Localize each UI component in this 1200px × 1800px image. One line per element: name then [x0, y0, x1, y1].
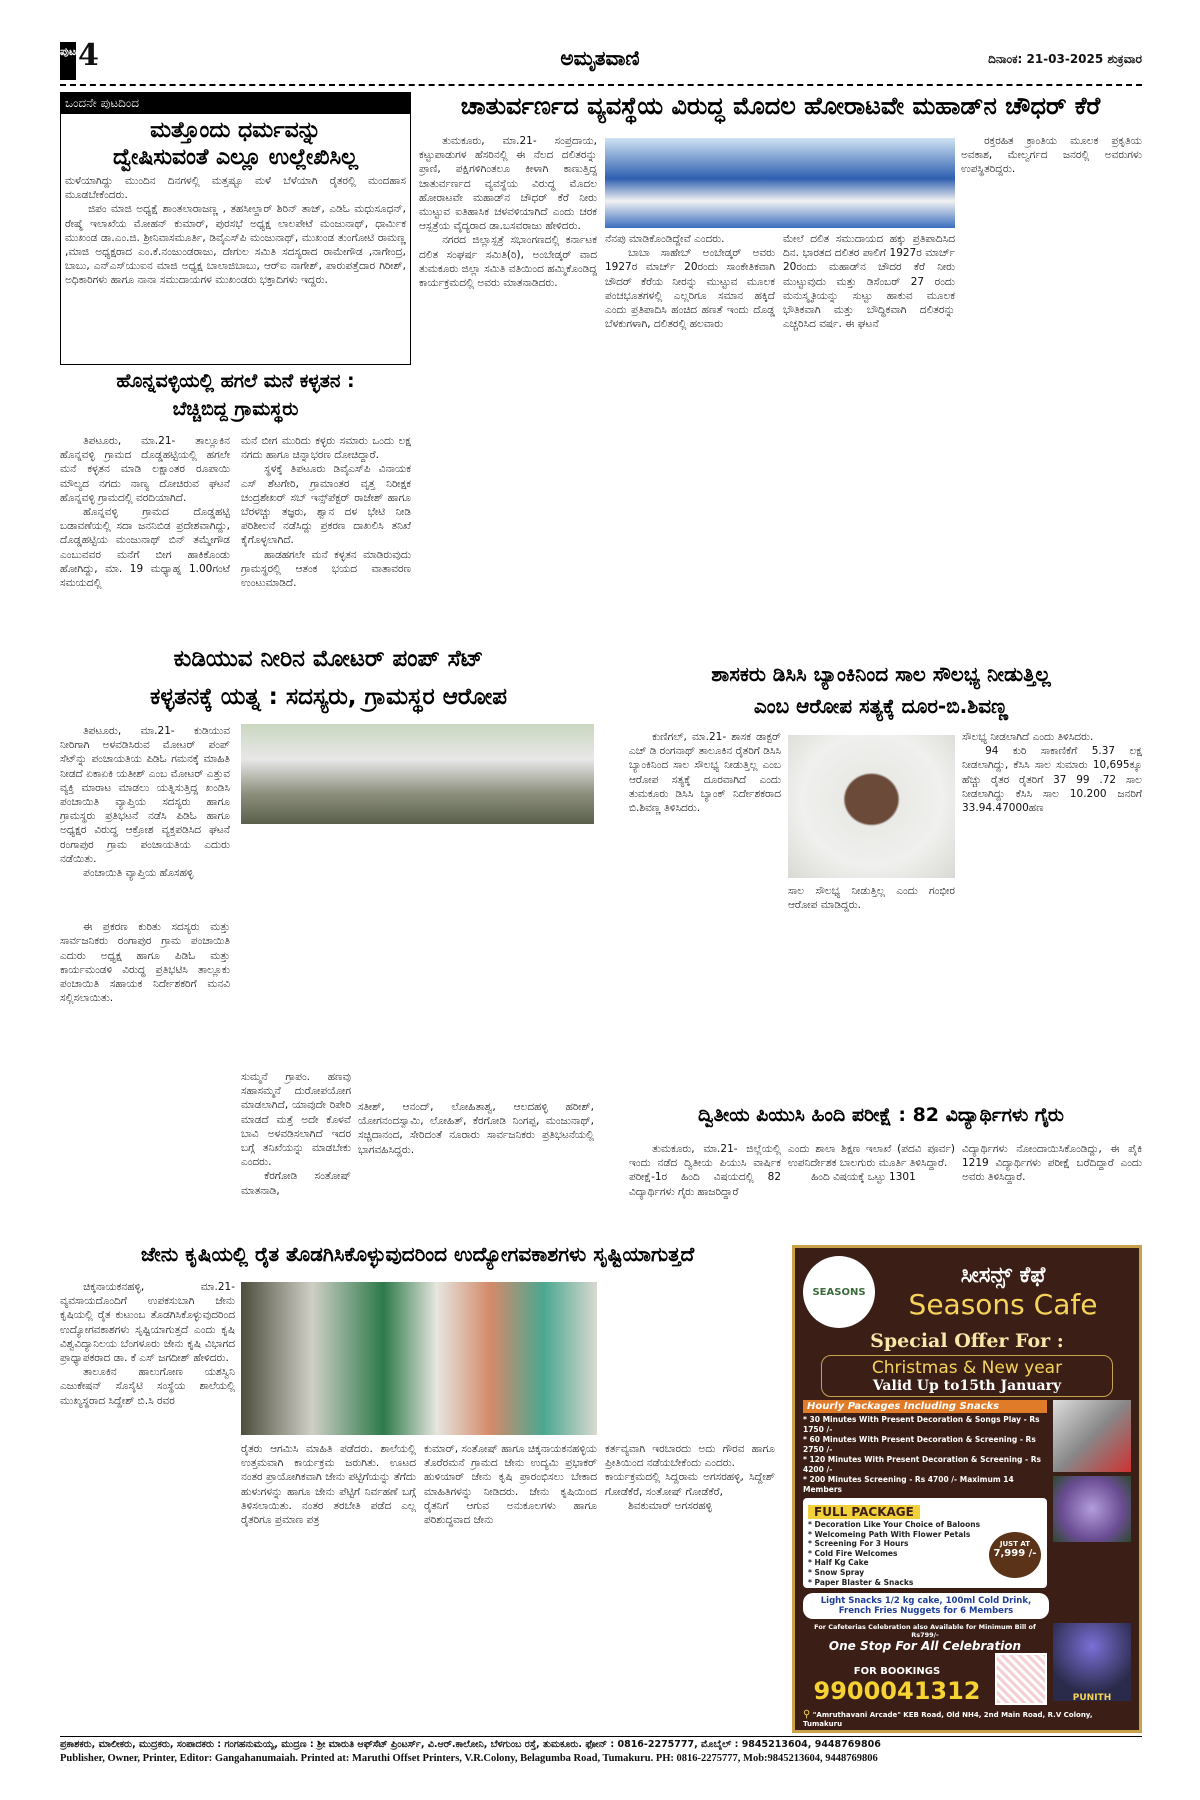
lead-col-1: [419, 134, 597, 608]
paragraph: ಕರ್ತವ್ಯವಾಗಿ ಇರಬಾರದು ಅದು ಗೌರವ ಹಾಗೂ ಪ್ರೀತಿಯಿಂದ ನಡೆಯಬೇಕೆಂದು ಎಂದರು.: [605, 1443, 775, 1470]
full-item: * Welcomeing Path With Flower Petals: [808, 1529, 971, 1539]
bank-col-1: [629, 730, 781, 1100]
paragraph: ಮೇಲೆ ದಲಿತ ಸಮುದಾಯದ ಹಕ್ಕು ಪ್ರತಿಪಾದಿಸಿದ ದಿನ. ಭಾರತದ ದಲಿತರ ಪಾಲಿಗೆ 1927ರ ಮಾರ್ಚ್ 20ರಂದು ಮಹಾಡ್‌ನ ಚೌದರ ಕೆರೆ ನೀರು ಮುಟ್ಟುವುದು ಮತ್ತು ಡಿಸೆಂಬರ್ 27 ರಂದು ಮನುಸ್ಮೃತಿಯನ್ನು ಸುಟ್ಟು ಹಾಕುವ ಮೂಲಕ ಭೌತಿಕವಾಗಿ ಮತ್ತು ಬೌದ್ಧಿಕವಾಗಿ ದಲಿತರನ್ನು ಎಚ್ಚರಿಸಿದ ವರ್ಷ. ಈ ಘಟನೆ: [783, 233, 955, 331]
paragraph: ರಕ್ತರಹಿತ ಕ್ರಾಂತಿಯ ಮೂಲಕ ಪ್ರಕೃತಿಯ ಅವಕಾಶ, ಮೇಲ್ವರ್ಗದ ಜನರಲ್ಲಿ ಅವರುಗಳು ಉಪಸ್ಥಿತರಿದ್ದರು.: [961, 135, 1142, 176]
exam-col-3: [962, 1142, 1142, 1234]
paragraph: ಹಾಡಹಗಲೇ ಮನೆ ಕಳ್ಳತನ ಮಾಡಿರುವುದು ಗ್ರಾಮಸ್ಥರಲ್ಲಿ ಆತಂಕ ಭಯದ ವಾತಾವರಣ ಉಂಟುಮಾಡಿದೆ.: [241, 548, 411, 590]
paragraph: ತುಮಕೂರು, ಮಾ.21- ಸಂಪ್ರದಾಯ, ಕಟ್ಟುಪಾಡುಗಳ ಹೆಸರಿನಲ್ಲಿ ಈ ನೆಲದ ದಲಿತರನ್ನು ಪ್ರಾಣಿ, ಪಕ್ಷಿಗಳಿಗಿಂತಲೂ ಕೀಳಾಗಿ ಕಾಣುತ್ತಿದ್ದ ಚಾತುರ್ವರ್ಣದ ವ್ಯವಸ್ಥೆಯ ವಿರುದ್ಧ ಮೊದಲ ಹೋರಾಟವೇ ಮಹಾಡ್‌ನ ಚೌಧರ್ ಕೆರೆ ನೀರು ಮುಟ್ಟುವ ಐತಿಹಾಸಿಕ ಚಳವಳಿಯಾಗಿದೆ ಎಂದು ಚರಕ ಆಸ್ಪತ್ರೆಯ ವೈದ್ಯರಾದ ಡಾ.ಬಸವರಾಜು ಹೇಳಿದರು.: [419, 135, 597, 233]
paragraph: ತಿಪಟೂರು, ಮಾ.21- ತಾಲ್ಲೂಕಿನ ಹೊನ್ನವಳ್ಳಿ ಗ್ರಾಮದ ದೊಡ್ಡಹಟ್ಟಿಯಲ್ಲಿ ಹಗಲೇ ಮನೆ ಕಳ್ಳತನ ಮಾಡಿ ಲಕ್ಷಾಂತರ ರೂಪಾಯಿ ಮೌಲ್ಯದ ನಗದು ನಾಣ್ಯ ದೋಚಿರುವ ಘಟನೆ ಹೊನ್ನವಳ್ಳಿ ಗ್ರಾಮದಲ್ಲಿ ವರದಿಯಾಗಿದೆ.: [60, 435, 230, 504]
paragraph: ತಿಪಟೂರು, ಮಾ.21- ಕುಡಿಯುವ ನೀರಿಗಾಗಿ ಅಳವಡಿಸಿರುವ ಮೋಟರ್ ಪಂಪ್ ಸೆಟ್‌ನ್ನು ಪಂಚಾಯತಿಯ ಪಿಡಿಓ ಗಮನಕ್ಕೆ ಮಾಹಿತಿ ನೀಡದೆ ಏಕಾಏಕಿ ಯತೀಶ್ ಎಂಬ ಮೋಟರ್ ಎತ್ತುವ ವ್ಯಕ್ತಿ ಮಾರಾಟ ಮಾಡಲು ಯತ್ನಿಸುತ್ತಿದ್ದ ಖಂಡಿಸಿ ಪಂಚಾಯಿತಿ ವ್ಯಾಪ್ತಿಯ ಸದಸ್ಯರು ಹಾಗೂ ಗ್ರಾಮಸ್ಥರು ಪ್ರತಿಭಟನೆ ನಡೆಸಿ ಪಿಡಿಓ ಹಾಗೂ ಅಧ್ಯಕ್ಷರ ವಿರುದ್ಧ ಆಕ್ರೋಶ ವ್ಯಕ್ತಪಡಿಸಿದ ಘಟನೆ ರಂಗಾಪುರ ಗ್ರಾಮ ಪಂಚಾಯತಿಯ ಎದುರು ನಡೆಯಿತು.: [60, 725, 230, 865]
paragraph: ಸಾಲ ಸೌಲಭ್ಯ ನೀಡುತ್ತಿಲ್ಲ ಎಂದು ಗಂಭೀರ ಆರೋಪ ಮಾಡಿದ್ದರು.: [788, 885, 955, 912]
paragraph: ಪಂಚಾಯಿತಿ ವ್ಯಾಪ್ತಿಯ ಹೊಸಹಳ್ಳಿ: [83, 867, 194, 880]
hourly-item: * 60 Minutes With Present Decoration & Screening - Rs 2750 /-: [803, 1435, 1036, 1454]
paragraph: ತುಮಕೂರು, ಮಾ.21- ಜಿಲ್ಲೆಯಲ್ಲಿ ಇಂದು ನಡೆದ ದ್ವಿತೀಯ ಪಿಯುಸಿ ವಾರ್ಷಿಕ ಪರೀಕ್ಷೆ-1ರ ಹಿಂದಿ ವಿಷಯದಲ್ಲಿ 82 ವಿದ್ಯಾರ್ಥಿಗಳು ಗೈರು ಹಾಜರಿದ್ದಾರೆ: [629, 1143, 781, 1198]
continued-headline-1: ಮತ್ತೊಂದು ಧರ್ಮವನ್ನು: [150, 118, 321, 143]
continued-story-box: [60, 92, 411, 365]
price: 7,999 /-: [993, 1548, 1037, 1559]
footer-imprint-english: Publisher, Owner, Printer, Editor: Gangahanumaiah. Printed at: Maruthi Offset Printers, V.R.Colony, Belagumba Road, Tumakuru. PH: 0816-2275777, Mob:9845213604, 9448769806: [60, 1753, 878, 1764]
paragraph: ಮನೆ ಬೀಗ ಮುರಿದು ಕಳ್ಳರು ಸಮಾರು ಒಂದು ಲಕ್ಷ ನಗದು ಹಾಗೂ ಚಿನ್ನಾಭರಣ ದೋಚಿದ್ದಾರೆ.: [241, 435, 411, 462]
continued-headline-2: ದ್ವೇಷಿಸುವಂತೆ ಎಲ್ಲೂ ಉಲ್ಲೇಖಿಸಿಲ್ಲ: [112, 145, 359, 170]
price-badge: [989, 1532, 1041, 1578]
paragraph: ತಾಲೂಕಿನ ಹಾಲುಗೋಣ ಯಶಸ್ವಿನಿ ಎಜುಕೇಷನ್ ಸೊಸೈಟಿ ಸಂಸ್ಥೆಯ ಶಾಲೆಯಲ್ಲಿ ಮುಖ್ಯಸ್ಥರಾದ ಸಿದ್ದೇಶ್ ಬಿ.ಸಿ ರವರ: [60, 1366, 235, 1407]
full-package-title: FULL PACKAGE: [808, 1505, 920, 1519]
hourly-packages-title: Hourly Packages Including Snacks: [803, 1400, 1047, 1413]
pump-headline-1: ಕುಡಿಯುವ ನೀರಿನ ಮೋಟರ್ ಪಂಪ್ ಸೆಟ್: [173, 646, 484, 672]
seasons-cafe-advertisement: [792, 1245, 1142, 1733]
cafe-name: Seasons Cafe: [908, 1288, 1098, 1321]
theft-col-1: [60, 434, 230, 638]
honey-col-3: [424, 1442, 597, 1733]
paragraph: 94 ಕುರಿ ಸಾಕಾಣಿಕೆಗೆ 5.37 ಲಕ್ಷ ನೀಡಲಾಗಿದ್ದು, ಕೆಸಿಸಿ ಸಾಲ ಸುಮಾರು 10,695ಕ್ಕೂ ಹೆಚ್ಚು ರೈತರ ರೈತರಿಗೆ 37 99 .72 ಸಾಲ ನೀಡಲಾಗಿದ್ದು ಕೆಸಿಸಿ ಸಾಲ 10.200 ಜನರಿಗೆ 33.94.47000ಹಣ: [962, 745, 1142, 815]
bookings-label: FOR BOOKINGS: [853, 1666, 941, 1677]
lead-headline: ಚಾತುರ್ವರ್ಣದ ವ್ಯವಸ್ಥೆಯ ವಿರುದ್ಧ ಮೊದಲ ಹೋರಾಟವೇ ಮಹಾಡ್‌ನ ಚೌಧರ್ ಕೆರೆ: [460, 92, 1101, 120]
balloon-photo: [1053, 1476, 1131, 1542]
validity: Valid Up to15th January: [872, 1378, 1062, 1394]
page-number-badge: ಪುಟ: [60, 42, 76, 80]
honey-col-4: [605, 1442, 775, 1733]
occasion: Christmas & New year: [871, 1358, 1063, 1378]
pump-col-2: [241, 1070, 351, 1234]
bank-portrait-photo: [788, 735, 955, 878]
paragraph: ಕೆರಗೋಡಿ ಸಂತೋಷ್ ಮಾತನಾಡಿ,: [241, 1170, 351, 1197]
page-number: 4: [78, 38, 99, 73]
paragraph: ಹೊನ್ನವಳ್ಳಿ ಗ್ರಾಮದ ದೊಡ್ಡಹಟ್ಟಿ ಬಡಾವಣೆಯಲ್ಲಿ ಸದಾ ಜನನಿಬಿಡ ಪ್ರದೇಶವಾಗಿದ್ದು, ದೊಡ್ಡಹಟ್ಟಿಯ ಮಂಜುನಾಥ್ ಬಿನ್ ತಮ್ಮೇಗೌಡ ಎಂಬುವವರ ಮನೆಗೆ ಬೀಗ ಹಾಕಿಕೊಂಡು ಹೋಗಿದ್ದು, ಮಾ. 19 ಮಧ್ಯಾಹ್ನ 1.00ಗಂಟೆ ಸಮಯದಲ್ಲಿ: [60, 506, 230, 590]
paragraph: ಸತೀಶ್, ಆನಂದ್, ಲೋಹಿತಾಶ್ವ, ಆಲದಹಳ್ಳಿ ಹರೀಶ್, ಯೋಗನಂದಸ್ವಾಮಿ, ಲೋಹಿತ್, ಕೆರಗೋಡಿ ನಿಂಗಪ್ಪ, ಮಂಜುನಾಥ್, ಸಚ್ಚಿದಾನಂದ, ಸೇರಿದಂತೆ ನೂರಾರು ಸಾರ್ವಜನಿಕರು ಪ್ರತಿಭಟನೆಯಲ್ಲಿ ಭಾಗವಹಿಸಿದ್ದರು.: [358, 1101, 594, 1156]
full-item: * Screening For 3 Hours: [808, 1539, 909, 1549]
hourly-item: * 200 Minutes Screening - Rs 4700 /- Maximum 14 Members: [803, 1475, 1014, 1494]
pump-headline-2: ಕಳ್ಳತನಕ್ಕೆ ಯತ್ನ : ಸದಸ್ಯರು, ಗ್ರಾಮಸ್ಥರ ಆರೋಪ: [149, 684, 508, 710]
paper-name: ಅಮೃತವಾಣಿ: [560, 46, 640, 70]
paragraph: ಸುಮ್ಮನೆ ಗ್ರಾಪಂ. ಹಣವು ಸಹಾಸಮ್ಮನೆ ದುರೋಪಯೋಗ ಮಾಡಲಾಗಿದೆ, ಯಾವುದೇ ರಿಪೇರಿ ಮಾಡದೆ ಮತ್ತೆ ಅದೇ ಕೊಳವೆ ಬಾವಿ ಅಳವಡಿಸಲಾಗಿದೆ ಇದರ ಬಗ್ಗೆ ತನಿಖೆಯನ್ನು ಮಾಡಬೇಕು ಎಂದರು.: [241, 1071, 351, 1169]
masthead-divider: [60, 84, 1142, 86]
continued-body: [61, 170, 410, 288]
paragraph: ಮಳೆಯಾಗಿದ್ದು ಮುಂದಿನ ದಿನಗಳಲ್ಲಿ ಮತ್ತಷ್ಟೂ ಮಳೆ ಬೆಳೆಯಾಗಿ ರೈತರಲ್ಲಿ ಮಂದಹಾಸ ಮೂಡಬೇಕೆಂದರು.: [65, 175, 406, 202]
paragraph: ಎಂದು ಶಾಲಾ ಶಿಕ್ಷಣ ಇಲಾಖೆ (ಪದವಿ ಪೂರ್ವ) ಉಪನಿರ್ದೇಶಕ ಬಾಲಗುರು ಮೂರ್ತಿ ತಿಳಿಸಿದ್ದಾರೆ.: [788, 1143, 955, 1170]
paragraph: ಜಿಪಂ ಮಾಜಿ ಅಧ್ಯಕ್ಷೆ ಶಾಂತಲಾರಾಜಣ್ಣ , ತಹಸೀಲ್ದಾರ್ ಶಿರಿನ್ ತಾಜ್, ಎಡಿಓ ಮಧುಸೂಧನ್, ರೇಷ್ಮೆ ಇಲಾಖೆಯ ಮೋಹನ್ ಕುಮಾರ್, ಪುರಸಭೆ ಅಧ್ಯಕ್ಷ ಲಾಲಪೇಟೆ ಮಂಜುನಾಥ್, ಧಾರ್ಮಿಕ ಮುಖಂಡ ಡಾ.ಎಂ.ಜಿ. ಶ್ರೀನಿವಾಸಮೂರ್ತಿ, ಡಿವೈಎಸ್‌ಪಿ ಮಂಜುನಾಥ್, ಮುಖಂಡ ತುಂಗೋಟಿ ರಾಮಣ್ಣ ,ಮಾಜಿ ಅಧ್ಯಕ್ಷರಾದ ಎಂ.ಕೆ.ನಂಜುಂಡರಾಜು, ದೇಗುಲ ಸಮಿತಿ ಸದಸ್ಯರಾದ ರಾಮೇಗೌಡ ,ನಾಗೇಂದ್ರ, ಬಾಬು, ಎನ್‌ಎಸ್‌ಯುಐನ ಮಾಜಿ ಅಧ್ಯಕ್ಷ ಬಾಲಾಜಿಬಾಬು, ಆರ್‌ಐ ನಾಗೇಶ್, ಪಾರುಪತ್ತೆದಾರ ಗಿರೀಶ್, ಅಧಿಕಾರಿಗಳು ಹಾಗೂ ನಾನಾ ಸಮುದಾಯಗಳ ಮುಖಂಡರು ಭಕ್ತಾದಿಗಳು ಇದ್ದರು.: [65, 203, 406, 287]
footer-imprint-kannada: ಪ್ರಕಾಶಕರು, ಮಾಲೀಕರು, ಮುದ್ರಕರು, ಸಂಪಾದಕರು : ಗಂಗಹನುಮಯ್ಯ, ಮುದ್ರಣ : ಶ್ರೀ ಮಾರುತಿ ಆಫ್‌ಸೆಟ್ ಪ್ರಿಂಟರ್ಸ್, ವಿ.ಆರ್.ಕಾಲೋನಿ, ಬೆಳಗುಂಬ ರಸ್ತೆ, ತುಮಕೂರು. ಫೋನ್ : 0816-2275777, ಮೊಬೈಲ್ : 9845213604, 9448769806: [60, 1739, 881, 1750]
exam-headline: ದ್ವಿತೀಯ ಪಿಯುಸಿ ಹಿಂದಿ ಪರೀಕ್ಷೆ : 82 ವಿದ್ಯಾರ್ಥಿಗಳು ಗೈರು: [698, 1104, 1064, 1126]
full-item: * Paper Blaster & Snacks: [808, 1577, 914, 1587]
paragraph: ನಗರದ ಜಿಲ್ಲಾಸ್ಪತ್ರೆ ಸಭಾಂಗಣದಲ್ಲಿ ಕರ್ನಾಟಕ ದಲಿತ ಸಂಘರ್ಷ ಸಮಿತಿ(ರಿ), ಅಂಬೇಡ್ಕರ್ ವಾದ ತುಮಕೂರು ಜಿಲ್ಲಾ ಸಮಿತಿ ವತಿಯಿಂದ ಹಮ್ಮಿಕೊಂಡಿದ್ದ ಕಾರ್ಯಕ್ರಮದಲ್ಲಿ ಅವರು ಮಾತನಾಡಿದರು.: [419, 234, 597, 290]
full-item: * Cold Fire Welcomes: [808, 1548, 898, 1558]
special-offer: Special Offer For :: [870, 1330, 1064, 1352]
footer-divider: [60, 1736, 1142, 1737]
paragraph: ಕುಮಾರ್, ಸಂತೋಷ್ ಹಾಗೂ ಚಿಕ್ಕನಾಯಕನಹಳ್ಳಿಯ ತೊರೆರಮನೆ ಗ್ರಾಮದ ಜೇನು ಉದ್ಯಮಿ ಪ್ರಭಾಕರ್ ಹುಳಿಯಾರ್ ಜೇನು ಕೃಷಿ ಪ್ರಾರಂಭಿಸಲು ಬೇಕಾದ ಮಾಹಿತಿಗಳನ್ನು ನೀಡಿದರು. ಜೇನು ಕೃಷಿಯಿಂದ ರೈತನಿಗೆ ಆಗುವ ಅನುಕೂಲಗಳು ಹಾಗೂ ಪರಿಶುದ್ಧವಾದ ಜೇನು: [424, 1443, 597, 1527]
paragraph: ಕುಣಿಗಲ್, ಮಾ.21- ಶಾಸಕ ಡಾಕ್ಟರ್ ಎಚ್ ಡಿ ರಂಗನಾಥ್ ತಾಲೂಕಿನ ರೈತರಿಗೆ ಡಿಸಿಸಿ ಬ್ಯಾಂಕಿನಿಂದ ಸಾಲ ಸೌಲಭ್ಯ ನೀಡುತ್ತಿಲ್ಲ ಎಂಬ ಆರೋಪ ಸತ್ಯಕ್ಕೆ ದೂರವಾಗಿದೆ ಎಂದು ತುಮಕೂರು ಡಿಸಿಸಿ ಬ್ಯಾಂಕ್ ನಿರ್ದೇಶಕರಾದ ಬಿ.ಶಿವಣ್ಣ ತಿಳಿಸಿದರು.: [629, 731, 781, 815]
cafe-name-kannada: ಸೀಸನ್ಸ್ ಕೆಫೆ: [960, 1263, 1046, 1288]
continued-label: ಒಂದನೇ ಪುಟದಿಂದ: [61, 93, 410, 114]
paragraph: ರೈತರು ಆಗಮಿಸಿ ಮಾಹಿತಿ ಪಡೆದರು. ಶಾಲೆಯಲ್ಲಿ ಉತ್ತಮವಾಗಿ ಕಾರ್ಯಕ್ರಮ ಜರುಗಿತು. ಊಟದ ನಂತರ ಪ್ರಾಯೋಗಿಕವಾಗಿ ಜೇನು ಪಟ್ಟಿಗೆಯನ್ನು ತೆಗೆದು ಹುಳುಗಳನ್ನು ಹಾಗೂ ಜೇನು ಪೆಟ್ಟಿಗೆ ನಿರ್ವಹಣೆ ಬಗ್ಗೆ ತಿಳಿಸಲಾಯಿತು. ನಂತರ ತರಬೇತಿ ಪಡೆದ ಎಲ್ಲ ರೈತರಿಗೂ ಪ್ರಮಾಣ ಪತ್ರ: [241, 1443, 416, 1527]
full-item: * Decoration Like Your Choice of Baloons: [808, 1520, 981, 1529]
hourly-item: * 120 Minutes With Present Decoration & Screening - Rs 4200 /-: [803, 1455, 1042, 1474]
photo-caption: PUNITH: [1072, 1693, 1112, 1703]
honey-col-1: [60, 1280, 235, 1733]
bank-col-2: [788, 884, 955, 1100]
tagline: One Stop For All Celebration: [828, 1639, 1022, 1653]
issue-date: ದಿನಾಂಕ: 21-03-2025 ಶುಕ್ರವಾರ: [988, 52, 1142, 66]
pump-col-3: [358, 1100, 594, 1234]
theft-headline-2: ಬೆಚ್ಚಿಬಿದ್ದ ಗ್ರಾಮಸ್ಥರು: [172, 398, 299, 420]
address-text: "Amruthavani Arcade" KEB Road, Old NH4, 2nd Main Road, R.V Colony, Tumakuru: [803, 1711, 1093, 1728]
paragraph: ಸ್ಥಳಕ್ಕೆ ತಿಪಟೂರು ಡಿವೈಎಸ್‌ಪಿ ವಿನಾಯಕ ಎಸ್ ಶೆಟಗೇರಿ, ಗ್ರಾಮಾಂತರ ವೃತ್ತ ನಿರೀಕ್ಷಕ ಚಂದ್ರಶೇಖರ್ ಸಬ್ ಇನ್ಸ್‌ಪೆಕ್ಟರ್ ರಾಜೇಶ್ ಹಾಗೂ ಬೆರಳಚ್ಚು ತಜ್ಞರು, ಶ್ವಾನ ದಳ ಭೇಟಿ ನೀಡಿ ಪರಿಶೀಲನೆ ನಡೆಸಿದ್ದು ಪ್ರಕರಣ ದಾಖಲಿಸಿ ತನಿಖೆ ಕೈಗೊಳ್ಳಲಾಗಿದೆ.: [241, 463, 411, 547]
cafeteria-note: For Cafeterias Celebration also Available for Minimum Bill of Rs799/-: [814, 1623, 1036, 1639]
price-label: JUST AT: [999, 1540, 1031, 1548]
lead-col-3: [783, 232, 955, 608]
lead-photo: [605, 138, 955, 228]
honey-event-photo: [241, 1282, 597, 1435]
address: [803, 1709, 1131, 1728]
lead-col-2: [605, 232, 775, 608]
paragraph: ಕಾರ್ಯಕ್ರಮದಲ್ಲಿ ಸಿದ್ದರಾಮ ಅಗಸರಹಳ್ಳಿ, ಸಿದ್ದೇಶ್ ಗೋಡೆಕೆರೆ, ಸಂತೋಷ್ ಗೋಡೆಕೆರೆ,: [605, 1471, 775, 1498]
paragraph: ಬಾಬಾ ಸಾಹೇಬ್ ಅಂಬೇಡ್ಕರ್ ಅವರು 1927ರ ಮಾರ್ಚ್ 20ರಂದು ಸಾಂಕೇತಿಕವಾಗಿ ಚೌದರ್ ಕೆರೆಯ ನೀರನ್ನು ಮುಟ್ಟುವ ಮೂಲಕ ಪಂಚಭೂತಗಳಲ್ಲಿ ಎಲ್ಲರಿಗೂ ಸಮಾನ ಹಕ್ಕಿದೆ ಎಂದು ಪ್ರತಿಪಾದಿಸಿ ಹಂಚಿದ ಹಣತೆ ಇಂದು ದೊಡ್ಡ ಬೆಳಕುಗಳಾಗಿ, ದಲಿತರಲ್ಲಿ ಹಲವಾರು: [605, 247, 775, 331]
paragraph: ವಿದ್ಯಾರ್ಥಿಗಳು ನೋಂದಾಯಿಸಿಕೊಂಡಿದ್ದು, ಈ ಪೈಕಿ 1219 ವಿದ್ಯಾರ್ಥಿಗಳು ಪರೀಕ್ಷೆ ಬರೆದಿದ್ದಾರೆ ಎಂದು ಅವರು ತಿಳಿಸಿದ್ದಾರೆ.: [962, 1143, 1142, 1184]
bank-headline-2: ಎಂಬ ಆರೋಪ ಸತ್ಯಕ್ಕೆ ದೂರ-ಬಿ.ಶಿವಣ್ಣ: [753, 694, 1009, 718]
theft-headline-1: ಹೊನ್ನವಳ್ಳಿಯಲ್ಲಿ ಹಗಲೆ ಮನೆ ಕಳ್ಳತನ :: [116, 370, 355, 392]
honey-headline: ಜೇನು ಕೃಷಿಯಲ್ಲಿ ರೈತ ತೊಡಗಿಸಿಕೊಳ್ಳುವುದರಿಂದ ಉದ್ಯೋಗವಕಾಶಗಳು ಸೃಷ್ಟಿಯಾಗುತ್ತದೆ: [140, 1242, 695, 1266]
pump-protest-photo: [241, 724, 594, 824]
full-item: * Half Kg Cake: [808, 1558, 869, 1568]
exam-col-2: [788, 1142, 955, 1234]
paragraph: ಸೌಲಭ್ಯ ನೀಡಲಾಗಿದೆ ಎಂದು ತಿಳಿಸಿದರು.: [962, 731, 1094, 743]
paragraph: ಶಿವಕುಮಾರ್ ಅಗಸರಹಳ್ಳಿ: [628, 1499, 713, 1512]
bank-col-3: [962, 730, 1142, 1100]
booking-phone: 9900041312: [813, 1677, 981, 1705]
bank-headline-1: ಶಾಸಕರು ಡಿಸಿಸಿ ಬ್ಯಾಂಕಿನಿಂದ ಸಾಲ ಸೌಲಭ್ಯ ನೀಡುತ್ತಿಲ್ಲ: [711, 662, 1051, 686]
paragraph: ಈ ಪ್ರಕರಣ ಕುರಿತು ಸದಸ್ಯರು ಮತ್ತು ಸಾರ್ವಜನಿಕರು ರಂಗಾಪುರ ಗ್ರಾಮ ಪಂಚಾಯಿತಿ ಎದುರು ಅಧ್ಯಕ್ಷ ಹಾಗೂ ಪಿಡಿಓ ಮತ್ತು ಕಾರ್ಯಮಂಡಳಿ ವಿರುದ್ಧ ಪ್ರತಿಭಟಿಸಿ ತಾಲ್ಲೂಕು ಪಂಚಾಯಿತಿ ಸಹಾಯಕ ನಿರ್ದೇಶಕರಿಗೆ ಮನವಿ ಸಲ್ಲಿಸಲಾಯಿತು.: [60, 921, 230, 1005]
location-pin-icon: ⚲: [803, 1709, 811, 1720]
paragraph: ನೆನಪು ಮಾಡಿಕೊಂಡಿದ್ದೇವೆ ಎಂದರು.: [605, 233, 725, 245]
qr-code: [995, 1653, 1047, 1705]
pump-col-1: [60, 724, 230, 1234]
paragraph: ಹಿಂದಿ ವಿಷಯಕ್ಕೆ ಒಟ್ಟು 1301: [811, 1171, 916, 1184]
exam-col-1: [629, 1142, 781, 1234]
full-item: * Snow Spray: [808, 1567, 865, 1577]
hourly-item: * 30 Minutes With Present Decoration & Songs Play - Rs 1750 /-: [803, 1415, 1040, 1434]
honey-col-2: [241, 1442, 416, 1733]
theft-col-2: [241, 434, 411, 638]
event-photo: [1053, 1623, 1131, 1701]
venue-photo: [1053, 1400, 1131, 1472]
lead-col-4: [961, 134, 1142, 608]
snacks-banner: Light Snacks 1/2 kg cake, 100ml Cold Drink, French Fries Nuggets for 6 Members: [803, 1593, 1049, 1619]
full-package-box: [803, 1498, 1047, 1588]
cafe-logo: SEASONS: [803, 1256, 875, 1328]
paragraph: ಚಿಕ್ಕನಾಯಕನಹಳ್ಳಿ, ಮಾ.21- ವ್ಯವಸಾಯದೊಂದಿಗೆ ಉಪಕಸುಬಾಗಿ ಜೇನು ಕೃಷಿಯಲ್ಲಿ ರೈತ ಕುಟುಂಬ ತೊಡಗಿಸಿಕೊಳ್ಳುವುದರಿಂದ ಉದ್ಯೋಗವಕಾಶಗಳು ಸೃಷ್ಟಿಯಾಗುತ್ತದೆ ಎಂದು ಕೃಷಿ ವಿಶ್ವವಿದ್ಯಾನಿಲಯ ಬೆಂಗಳೂರು ಜೇನು ಕೃಷಿ ವಿಭಾಗದ ಪ್ರಾಧ್ಯಾಪಕರಾದ ಡಾ. ಕೆ ಎಸ್ ಜಗದೀಶ್ ಹೇಳಿದರು.: [60, 1281, 235, 1365]
